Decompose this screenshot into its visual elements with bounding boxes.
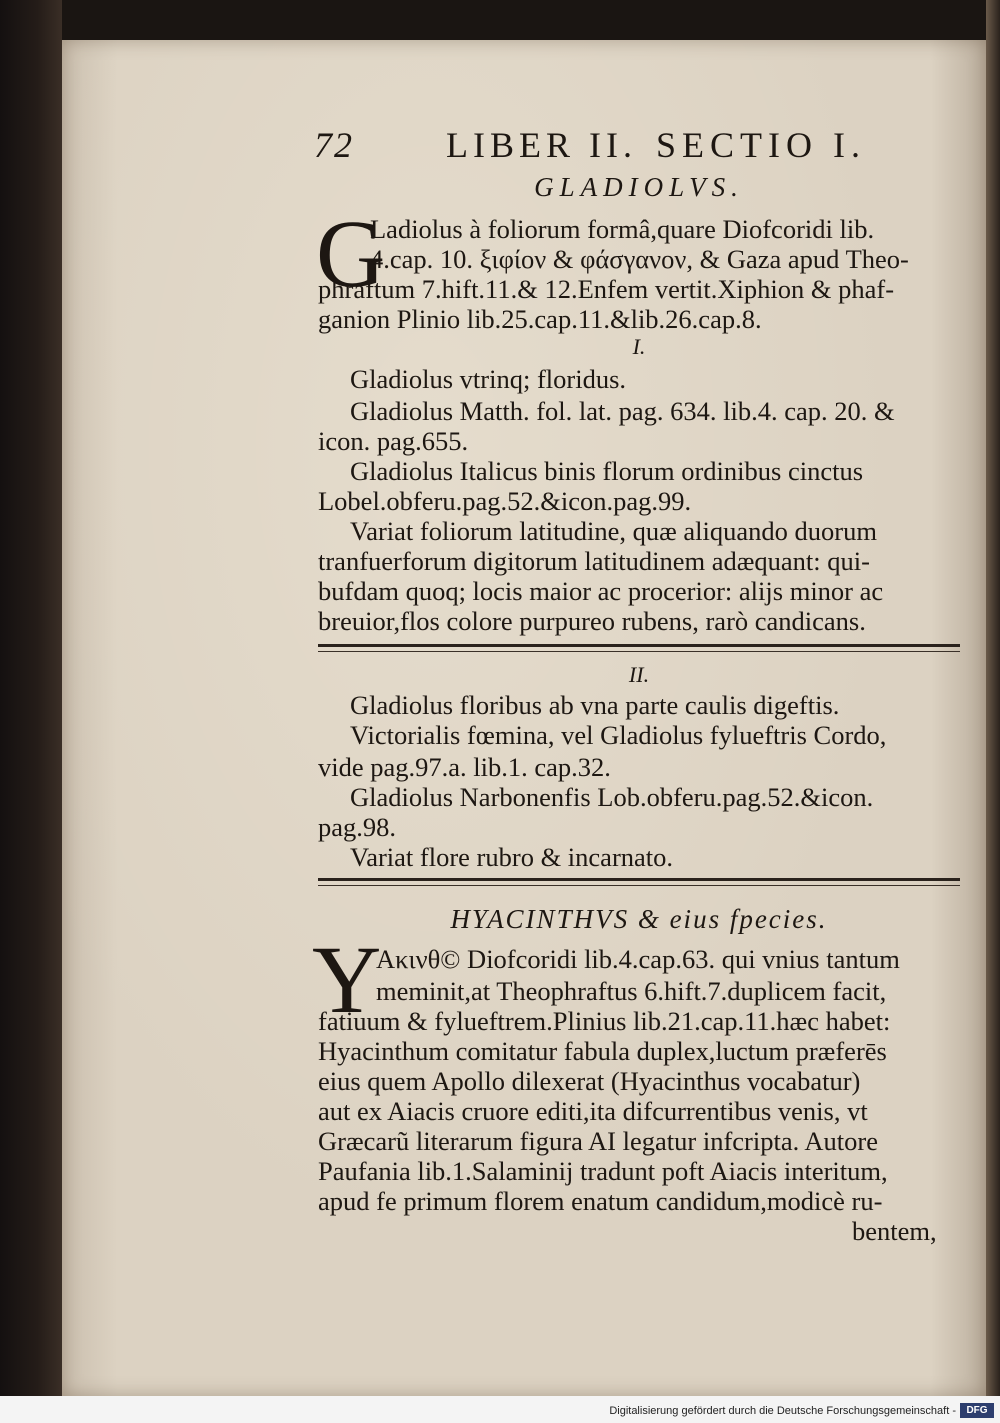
page-number: 72 xyxy=(314,125,354,165)
running-head-liber: LIBER II. xyxy=(446,125,637,165)
body-line: Ακινθ© Diofcoridi lib.4.cap.63. qui vnius tantum xyxy=(376,944,900,974)
body-line: Hyacinthum comitatur fabula duplex,luctum præferēs xyxy=(318,1036,887,1066)
entry-line: Variat flore rubro & incarnato. xyxy=(350,842,674,872)
body-line: aut ex Aiacis cruore editi,ita difcurrentibus venis, vt xyxy=(318,1096,868,1126)
footer-bar xyxy=(0,1396,1000,1423)
intro-line: 4.cap. 10. ξιφίον & φάσγανον, & Gaza apud Theo- xyxy=(370,244,909,274)
intro-line: ganion Plinio lib.25.cap.11.&lib.26.cap.8. xyxy=(318,304,762,334)
section-rule xyxy=(318,878,960,886)
entry-line: pag.98. xyxy=(318,812,397,842)
entry-line: Lobel.obferu.pag.52.&icon.pag.99. xyxy=(318,486,692,516)
entry-line: tranfuerforum digitorum latitudinem adæquant: qui- xyxy=(318,546,870,576)
intro-line: Ladiolus à foliorum formâ,quare Diofcoridi lib. xyxy=(370,214,875,244)
entry-line: Gladiolus vtrinq; floridus. xyxy=(350,364,627,394)
dfg-logo-icon: DFG xyxy=(960,1403,994,1418)
drop-cap-g: G xyxy=(316,200,386,307)
entry-line: breuior,flos colore purpureo rubens, rarò candicans. xyxy=(318,606,866,636)
numeral-i: I. xyxy=(632,334,646,359)
footer-credit: Digitalisierung gefördert durch die Deutsche Forschungsgemeinschaft - xyxy=(609,1405,956,1417)
entry-line: vide pag.97.a. lib.1. cap.32. xyxy=(318,752,611,782)
entry-line: Gladiolus Narbonenfis Lob.obferu.pag.52.&icon. xyxy=(350,782,874,812)
numeral-ii: II. xyxy=(628,662,650,687)
entry-line: icon. pag.655. xyxy=(318,426,469,456)
entry-line: Victorialis fœmina, vel Gladiolus fylueftris Cordo, xyxy=(350,720,887,750)
scan-edge-left xyxy=(0,0,62,1396)
body-line: meminit,at Theophraftus 6.hift.7.duplicem facit, xyxy=(376,976,887,1006)
section-rule xyxy=(318,644,960,652)
body-line: eius quem Apollo dilexerat (Hyacinthus vocabatur) xyxy=(318,1066,861,1096)
entry-line: Gladiolus Matth. fol. lat. pag. 634. lib.4. cap. 20. & xyxy=(350,396,895,426)
entry-line: Variat foliorum latitudine, quæ aliquando duorum xyxy=(350,516,877,546)
body-line: apud fe primum florem enatum candidum,modicè ru- xyxy=(318,1186,883,1216)
drop-cap-y: Y xyxy=(312,926,382,1033)
section-heading-gladiolus: GLADIOLVS. xyxy=(534,172,744,202)
section-heading-hyacinthus: HYACINTHVS & eius fpecies. xyxy=(450,904,828,934)
intro-line: phraftum 7.hift.11.& 12.Enfem vertit.Xiphion & phaf- xyxy=(318,274,895,304)
running-head xyxy=(314,124,874,170)
body-line: Græcarũ literarum figura AI legatur infcripta. Autore xyxy=(318,1126,878,1156)
entry-line: Gladiolus Italicus binis florum ordinibus cinctus xyxy=(350,456,864,486)
body-line: Paufania lib.1.Salaminij tradunt poft Aiacis interitum, xyxy=(318,1156,888,1186)
entry-line: Gladiolus floribus ab vna parte caulis digeftis. xyxy=(350,690,840,720)
entry-line: bufdam quoq; locis maior ac procerior: alijs minor ac xyxy=(318,576,884,606)
catchword: bentem, xyxy=(852,1216,937,1246)
body-line: fatiuum & fylueftrem.Plinius lib.21.cap.11.hæc habet: xyxy=(318,1006,891,1036)
scan-edge-right xyxy=(986,0,1000,1396)
running-head-sectio: SECTIO I. xyxy=(656,125,866,165)
